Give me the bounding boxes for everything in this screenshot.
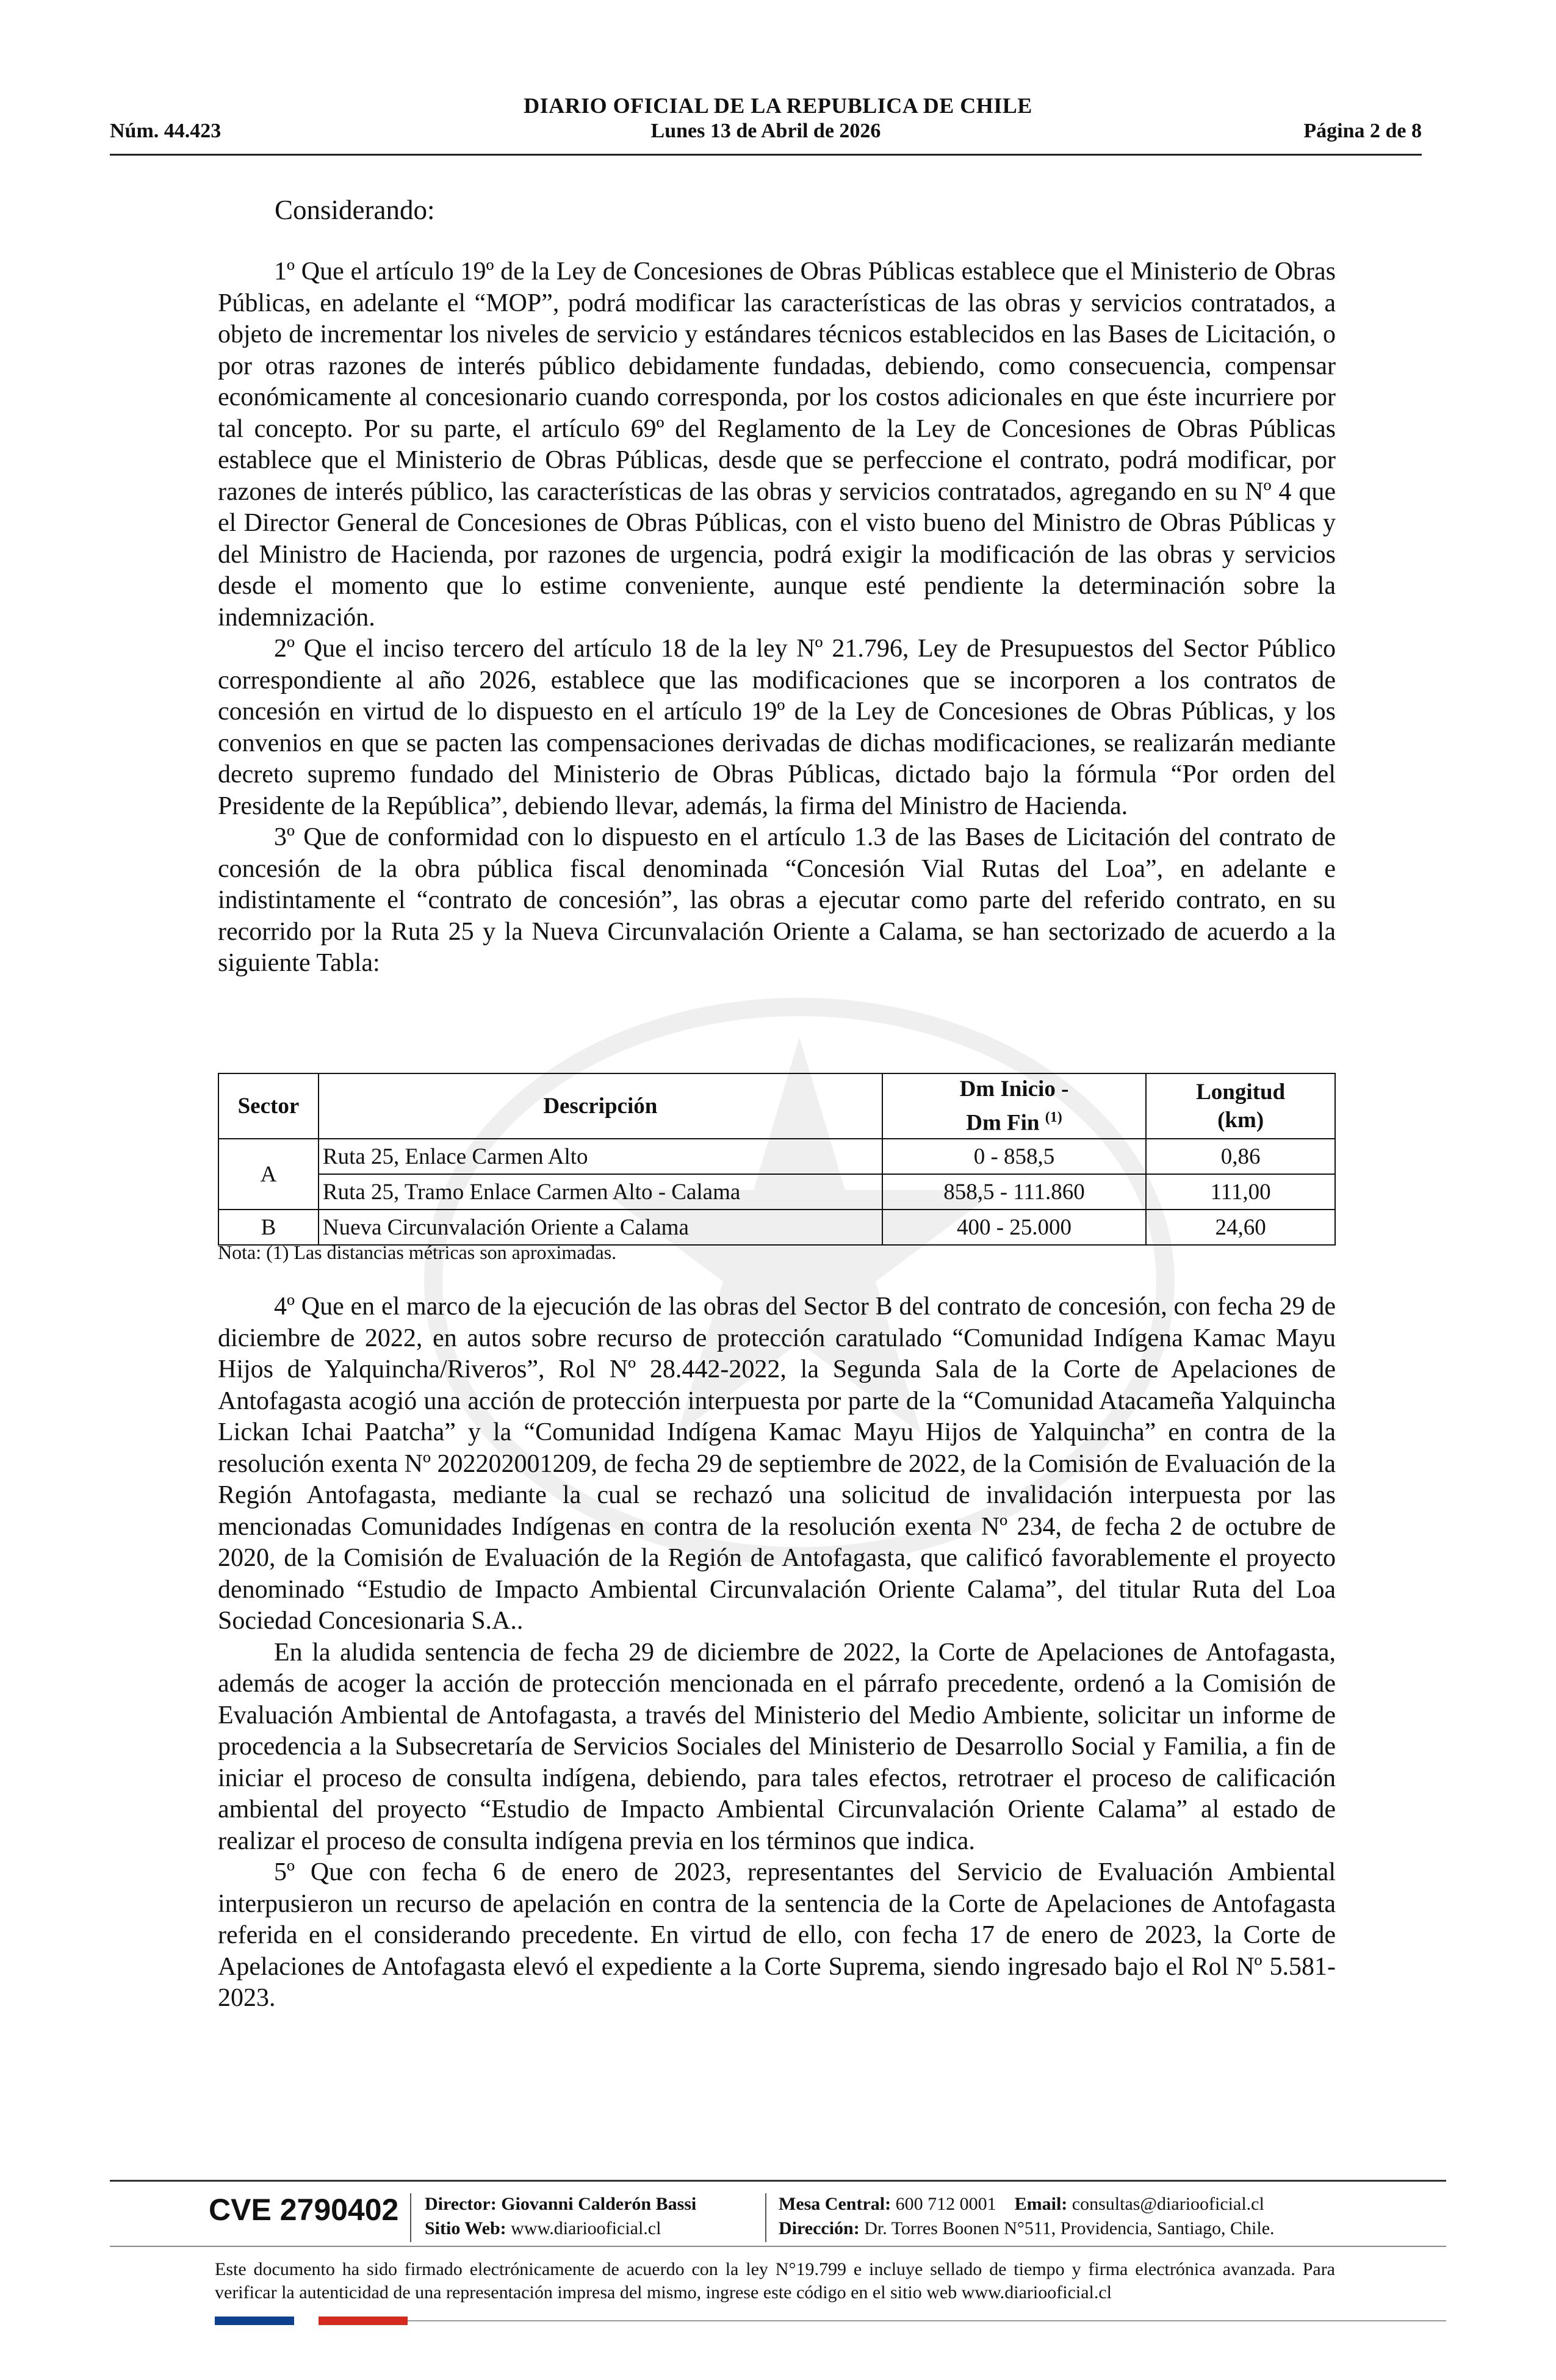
- paragraph-5: 5º Que con fecha 6 de enero de 2023, representantes del Servicio de Evaluación Ambiental interpusieron un recurso de apelación en contra de la sentencia de la Corte de Apelaciones de Antofagasta referida en el considerando precedente. En virtud de ello, con fecha 17 de enero de 2023, la Corte de Apelaciones de Antofagasta elevó el expediente a la Corte Suprema, siendo ingresado bajo el Rol Nº 5.581-2023.: [218, 1858, 1336, 2012]
- header-descripcion: Descripción: [319, 1073, 882, 1139]
- cell-sector: A: [218, 1139, 319, 1210]
- direccion-label: Dirección:: [779, 2218, 860, 2238]
- issue-date: Lunes 13 de Abril de 2026: [650, 120, 881, 142]
- table-row: [218, 1210, 1335, 1245]
- newspaper-title: DIARIO OFICIAL DE LA REPUBLICA DE CHILE: [524, 93, 1032, 118]
- footer-separator: [765, 2193, 766, 2242]
- page-indicator: Página 2 de 8: [1303, 120, 1422, 142]
- cell-sector: B: [218, 1210, 319, 1245]
- cell-dm: 858,5 - 111.860: [882, 1174, 1146, 1210]
- footer-separator: [410, 2193, 411, 2242]
- footer-divider-2: [110, 2246, 1446, 2247]
- footer-divider-3: [408, 2320, 1446, 2321]
- header-longitud-line2: (km): [1217, 1107, 1264, 1133]
- table-header-row: [218, 1073, 1335, 1139]
- director-name: Giovanni Calderón Bassi: [501, 2194, 697, 2214]
- flag-blue-segment: [215, 2317, 294, 2325]
- footer-director-block: [425, 2192, 696, 2241]
- director-label: Director:: [425, 2194, 497, 2214]
- flag-white-segment: [294, 2317, 319, 2325]
- footer-divider: [110, 2180, 1446, 2182]
- cell-longitud: 24,60: [1146, 1210, 1335, 1245]
- table-row: [218, 1139, 1335, 1174]
- paragraph-4: 4º Que en el marco de la ejecución de las obras del Sector B del contrato de concesión, con fecha 29 de diciembre de 2022, en autos sobre recurso de protección caratulado “Comunidad Indígena Kamac Mayu Hijos de Yalquincha/Riveros”, Rol Nº 28.442-2022, la Segunda Sala de la Corte de Apelaciones de Antofagasta acogió una acción de protección interpuesta por parte de la “Comunidad Atacameña Yalquincha Lickan Ichai Paatcha” y la “Comunidad Indígena Kamac Mayu Hijos de Yalquincha” en contra de la resolución exenta Nº 202202001209, de fecha 29 de septiembre de 2022, de la Comisión de Evaluación de la Región Antofagasta, mediante la cual se rechazó una solicitud de invalidación interpuesta por las mencionadas Comunidades Indígenas en contra de la resolución exenta Nº 234, de fecha 2 de octubre de 2020, de la Comisión de Evaluación de la Región de Antofagasta, que calificó favorablemente el proyecto denominado “Estudio de Impacto Ambiental Circunvalación Oriente Calama”, del titular Ruta del Loa Sociedad Concesionaria S.A..: [218, 1293, 1336, 1635]
- header-row: [110, 120, 1422, 149]
- direccion-text: Dr. Torres Boonen N°511, Providencia, Santiago, Chile.: [864, 2218, 1275, 2238]
- considerando-heading: Considerando:: [275, 195, 435, 225]
- table-row: [218, 1174, 1335, 1210]
- header-sector: Sector: [218, 1073, 319, 1139]
- email-link[interactable]: consultas@diariooficial.cl: [1072, 2194, 1264, 2214]
- cell-dm: 400 - 25.000: [882, 1210, 1146, 1245]
- web-link[interactable]: www.diariooficial.cl: [511, 2218, 661, 2238]
- flag-stripe: [215, 2317, 408, 2325]
- paragraph-1: 1º Que el artículo 19º de la Ley de Concesiones de Obras Públicas establece que el Ministerio de Obras Públicas, en adelante el “MOP”, podrá modificar las características de las obras y servicios contratados, a objeto de incrementar los niveles de servicio y estándares técnicos establecidos en las Bases de Licitación, o por otras razones de interés público debidamente fundadas, debiendo, como consecuencia, compensar económicamente al concesionario cuando corresponda, por los costos adicionales en que éste incurriere por tal concepto. Por su parte, el artículo 69º del Reglamento de la Ley de Concesiones de Obras Públicas establece que el Ministerio de Obras Públicas, desde que se perfeccione el contrato, podrá modificar, por razones de interés público, las características de las obras y servicios contratados, agregando en su Nº 4 que el Director General de Concesiones de Obras Públicas, con el visto bueno del Ministro de Obras Públicas y del Ministro de Hacienda, por razones de urgencia, podrá exigir la modificación de las obras y servicios desde el momento que lo estime conveniente, aunque esté pendiente la determinación sobre la indemnización.: [218, 258, 1336, 632]
- body-section-top: [218, 256, 1336, 979]
- mesa-label: Mesa Central:: [779, 2194, 891, 2214]
- paragraph-2: 2º Que el inciso tercero del artículo 18 de la ley Nº 21.796, Ley de Presupuestos del Sector Público correspondiente al año 2026, establece que las modificaciones que se incorporen a los contratos de concesión en virtud de lo dispuesto en el artículo 19º de la Ley de Concesiones de Obras Públicas, y los convenios en que se pacten las compensaciones derivadas de dichas modificaciones, se realizarán mediante decreto supremo fundado del Ministerio de Obras Públicas, dictado bajo la fórmula “Por orden del Presidente de la República”, debiendo llevar, además, la firma del Ministro de Hacienda.: [218, 635, 1336, 820]
- table-note: Nota: (1) Las distancias métricas son aproximadas.: [218, 1241, 617, 1263]
- email-label: Email:: [1014, 2194, 1068, 2214]
- sector-table: [218, 1073, 1336, 1246]
- header-dm-line1: Dm Inicio -: [959, 1076, 1069, 1102]
- cell-descripcion: Nueva Circunvalación Oriente a Calama: [319, 1210, 882, 1245]
- header-dm-line2: Dm Fin: [966, 1110, 1040, 1136]
- cell-longitud: 111,00: [1146, 1174, 1335, 1210]
- cell-descripcion: Ruta 25, Enlace Carmen Alto: [319, 1139, 882, 1174]
- header-dm: [882, 1073, 1146, 1139]
- header-longitud: [1146, 1073, 1335, 1139]
- cve-code: CVE 2790402: [209, 2193, 399, 2227]
- cell-dm: 0 - 858,5: [882, 1139, 1146, 1174]
- header-divider: [110, 154, 1422, 156]
- paragraph-3: 3º Que de conformidad con lo dispuesto en el artículo 1.3 de las Bases de Licitación del contrato de concesión de la obra pública fiscal denominada “Concesión Vial Rutas del Loa”, en adelante e indistintamente el “contrato de concesión”, las obras a ejecutar como parte del referido contrato, en su recorrido por la Ruta 25 y la Nueva Circunvalación Oriente a Calama, se han sectorizado de acuerdo a la siguiente Tabla:: [218, 823, 1336, 977]
- header-dm-note: (1): [1045, 1109, 1062, 1125]
- cell-longitud: 0,86: [1146, 1139, 1335, 1174]
- body-section-bottom: [218, 1291, 1336, 2014]
- issue-number: Núm. 44.423: [110, 120, 222, 142]
- legal-notice: Este documento ha sido firmado electrónicamente de acuerdo con la ley N°19.799 e incluye sellado de tiempo y firma electrónica avanzada. Para verificar la autenticidad de una representación impresa del mismo, ingrese este código en el sitio web www.diariooficial.cl: [215, 2259, 1335, 2302]
- web-label: Sitio Web:: [425, 2218, 506, 2238]
- cell-descripcion: Ruta 25, Tramo Enlace Carmen Alto - Calama: [319, 1174, 882, 1210]
- footer-contact-block: [779, 2192, 1275, 2241]
- mesa-phone: 600 712 0001: [895, 2194, 996, 2214]
- flag-red-segment: [319, 2317, 408, 2325]
- header-longitud-line1: Longitud: [1196, 1079, 1286, 1105]
- paragraph-4b: En la aludida sentencia de fecha 29 de diciembre de 2022, la Corte de Apelaciones de Antofagasta, además de acoger la acción de protección mencionada en el párrafo precedente, ordenó a la Comisión de Evaluación Ambiental de Antofagasta, a través del Ministerio del Medio Ambiente, solicitar un informe de procedencia a la Subsecretaría de Servicios Sociales del Ministerio de Desarrollo Social y Familia, a fin de iniciar el proceso de consulta indígena, debiendo, para tales efectos, retrotraer el proceso de calificación ambiental del proyecto “Estudio de Impacto Ambiental Circunvalación Oriente Calama” al estado de realizar el proceso de consulta indígena previa en los términos que indica.: [218, 1638, 1336, 1855]
